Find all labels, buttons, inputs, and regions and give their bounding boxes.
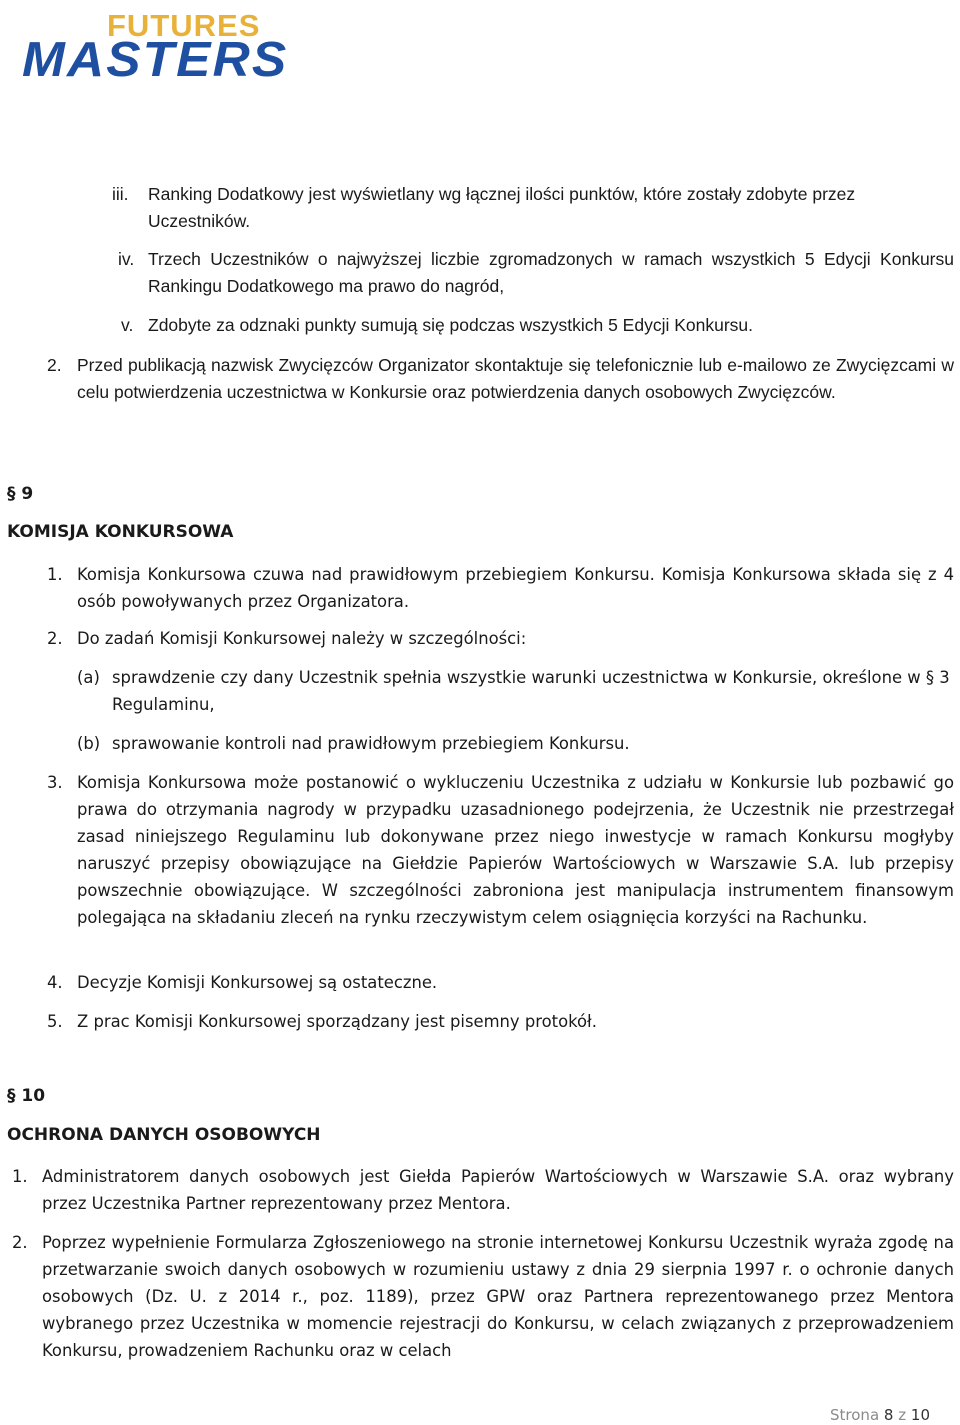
list-item: [77, 664, 954, 718]
section-10-title: OCHRONA DANYCH OSOBOWYCH: [7, 1125, 321, 1145]
item-text: Przed publikacją nazwisk Zwycięzców Organizator skontaktuje się telefonicznie lub e-mailowo ze Zwycięzcami w celu potwierdzenia uczestnictwa w Konkursie oraz potwierdzenia danych osobowych Zwycięzców.: [77, 355, 954, 402]
logo-bottom-text: MASTERS: [22, 33, 289, 87]
item-number: (a): [77, 668, 100, 687]
page-label: Strona: [830, 1406, 880, 1424]
list-item: [47, 352, 954, 406]
page-number: [830, 1406, 930, 1424]
list-item: [112, 246, 954, 300]
item-number: iii.: [112, 184, 129, 204]
list-item: [47, 625, 954, 652]
item-number: 5.: [47, 1012, 63, 1031]
section-9-number: § 9: [7, 484, 34, 504]
item-number: 1.: [47, 565, 63, 584]
list-item: [47, 1008, 954, 1035]
item-number: (b): [77, 734, 101, 753]
list-item: [12, 1163, 954, 1217]
item-number: v.: [121, 315, 134, 335]
list-item: [47, 769, 954, 931]
list-item: [12, 1229, 954, 1364]
item-text: Poprzez wypełnienie Formularza Zgłoszeniowego na stronie internetowej Konkursu Uczestnik wyraża zgodę na przetwarzanie swoich danych osobowych w rozumieniu ustawy z dnia 29 sierpnia 1997 r. o ochronie danych osobowych (Dz. U. z 2014 r., poz. 1189), przez GPW oraz Partnera reprezentowanego przez Mentora wybranego przez Uczestnika w momencie rejestracji do Konkursu, w celach związanych z przeprowadzeniem Konkursu, prowadzeniem Rachunku oraz w celach: [42, 1233, 954, 1360]
item-number: 2.: [12, 1233, 28, 1252]
item-text: Zdobyte za odznaki punkty sumują się podczas wszystkich 5 Edycji Konkursu.: [148, 315, 754, 335]
list-item: [47, 561, 954, 615]
futures-masters-logo: [22, 6, 289, 87]
item-text: Trzech Uczestników o najwyższej liczbie zgromadzonych w ramach wszystkich 5 Edycji Konkursu Rankingu Dodatkowego ma prawo do nagród,: [148, 249, 954, 296]
section-10-number: § 10: [7, 1086, 46, 1106]
item-text: Ranking Dodatkowy jest wyświetlany wg łącznej ilości punktów, które zostały zdobyte przez Uczestników.: [148, 184, 856, 231]
item-text: sprawowanie kontroli nad prawidłowym przebiegiem Konkursu.: [112, 734, 630, 753]
current-page: 8: [883, 1406, 894, 1424]
logo-top-text: FUTURES: [107, 8, 261, 43]
list-item: [112, 312, 954, 339]
item-number: 2.: [47, 355, 62, 375]
item-text: Komisja Konkursowa czuwa nad prawidłowym przebiegiem Konkursu. Komisja Konkursowa składa się z 4 osób powoływanych przez Organizatora.: [77, 565, 954, 611]
item-number: 2.: [47, 629, 63, 648]
item-text: Do zadań Komisji Konkursowej należy w szczególności:: [77, 629, 527, 648]
page-separator: z: [898, 1406, 907, 1424]
item-text: Decyzje Komisji Konkursowej są ostateczne.: [77, 973, 438, 992]
item-text: Administratorem danych osobowych jest Giełda Papierów Wartościowych w Warszawie S.A. oraz wybrany przez Uczestnika Partner reprezentowany przez Mentora.: [42, 1167, 954, 1213]
item-text: sprawdzenie czy dany Uczestnik spełnia wszystkie warunki uczestnictwa w Konkursie, określone w § 3 Regulaminu,: [112, 668, 950, 714]
total-pages: 10: [910, 1406, 930, 1424]
item-number: 1.: [12, 1167, 28, 1186]
item-number: iv.: [118, 249, 135, 269]
list-item: [47, 969, 954, 996]
item-number: 3.: [47, 773, 63, 792]
section-9-title: KOMISJA KONKURSOWA: [7, 522, 234, 542]
item-text: Komisja Konkursowa może postanowić o wykluczeniu Uczestnika z udziału w Konkursie lub pozbawić go prawa do otrzymania nagrody w przypadku uzasadnionego podejrzenia, że Uczestnik nie przestrzegał zasad niniejszego Regulaminu lub dokonywane przez niego inwestycje w ramach Konkursu mogłyby naruszyć przepisy obowiązujące na Giełdzie Papierów Wartościowych w Warszawie S.A. lub przepisy powszechnie obowiązujące. W szczególności zabroniona jest manipulacja instrumentem finansowym polegająca na składaniu zleceń na rynku rzeczywistym celem osiągnięcia korzyści na Rachunku.: [77, 773, 954, 927]
item-number: 4.: [47, 973, 63, 992]
list-item: [77, 730, 954, 757]
item-text: Z prac Komisji Konkursowej sporządzany jest pisemny protokół.: [77, 1012, 597, 1031]
list-item: [112, 181, 954, 235]
